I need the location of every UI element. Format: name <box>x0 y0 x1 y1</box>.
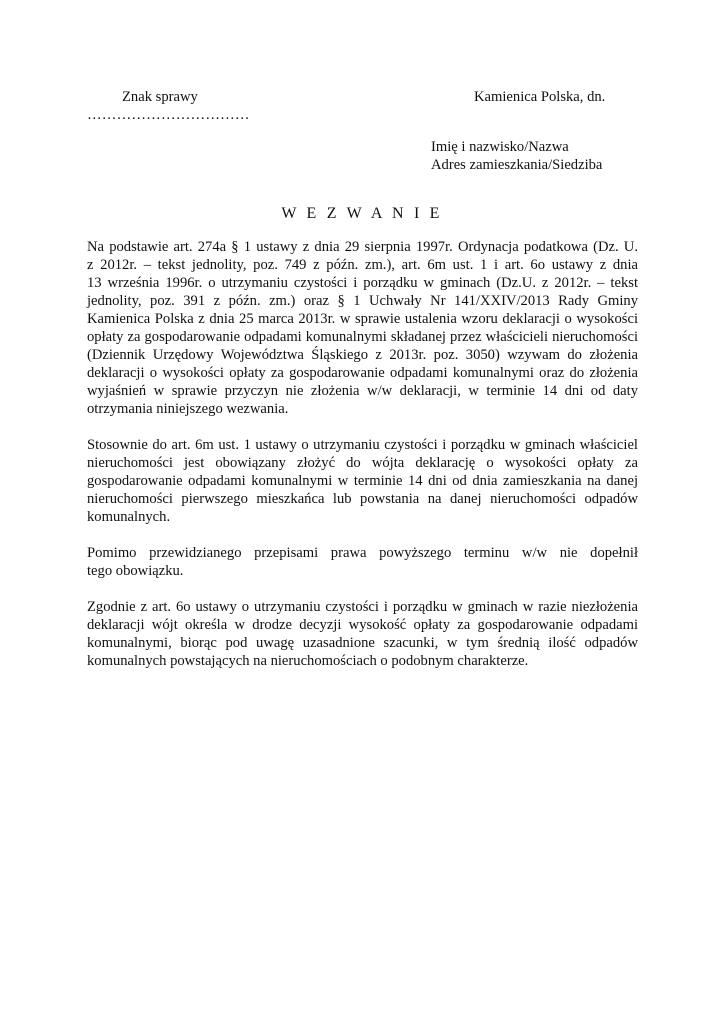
paragraph-legal-basis <box>87 238 638 418</box>
case-number-placeholder: …………………………… <box>87 107 250 123</box>
text-line: Na podstawie art. 274a § 1 ustawy z dnia 29 sierpnia 1997r. Ordynacja podatkowa (Dz. U. <box>87 239 638 255</box>
text-line: 13 września 1996r. o utrzymaniu czystości i porządku w gminach (Dz.U. z 2012r. – tekst <box>87 275 638 291</box>
text-line: komunalnych powstających na nieruchomościach o podobnym charakterze. <box>87 653 529 669</box>
recipient-name-line: Imię i nazwisko/Nazwa <box>431 139 569 155</box>
text-line: opłaty za gospodarowanie odpadami komunalnymi składanej przez właścicieli nieruchomości <box>87 329 638 345</box>
paragraph-obligation <box>87 436 638 526</box>
text-line: otrzymania niniejszego wezwania. <box>87 401 289 417</box>
text-line: Zgodnie z art. 6o ustawy o utrzymaniu czystości i porządku w gminach w razie niezłożenia <box>87 599 638 615</box>
text-line: nieruchomości pierwszego mieszkańca lub powstania na danej nieruchomości odpadów <box>87 491 638 507</box>
text-line: wyjaśnień w sprawie przyczyn nie złożenia w/w deklaracji, w terminie 14 dni od daty <box>87 383 638 399</box>
paragraph-consequences <box>87 598 638 670</box>
case-number-label: Znak sprawy <box>122 89 198 105</box>
text-line: (Dziennik Urzędowy Województwa Śląskiego z 2013r. poz. 3050) wzywam do złożenia <box>87 347 638 363</box>
recipient-address-line: Adres zamieszkania/Siedziba <box>431 157 603 173</box>
document-body <box>87 238 638 688</box>
text-line: tego obowiązku. <box>87 563 184 579</box>
text-line: Kamienica Polska z dnia 25 marca 2013r. w sprawie ustalenia wzoru deklaracji o wysokości <box>87 311 638 327</box>
place-and-date: Kamienica Polska, dn. <box>474 89 606 105</box>
document-title: W E Z W A N I E <box>281 205 443 222</box>
recipient-block <box>431 138 602 174</box>
text-line: Pomimo przewidzianego przepisami prawa powyższego terminu w/w nie dopełnił <box>87 545 638 561</box>
paragraph-non-compliance <box>87 544 638 580</box>
text-line: gospodarowanie odpadami komunalnymi w terminie 14 dni od dnia zamieszkania na danej <box>87 473 638 489</box>
text-line: komunalnymi, biorąc pod uwagę uzasadnione szacunki, w tym średnią ilość odpadów <box>87 635 638 651</box>
text-line: deklaracji wójt określa w drodze decyzji wysokość opłaty za gospodarowanie odpadami <box>87 617 638 633</box>
text-line: Stosownie do art. 6m ust. 1 ustawy o utrzymaniu czystości i porządku w gminach właściciel <box>87 437 638 453</box>
text-line: z 2012r. – tekst jednolity, poz. 749 z późn. zm.), art. 6m ust. 1 i art. 6o ustawy z dnia <box>87 257 638 273</box>
text-line: komunalnych. <box>87 509 171 525</box>
text-line: nieruchomości jest obowiązany złożyć do wójta deklarację o wysokości opłaty za <box>87 455 638 471</box>
text-line: deklaracji o wysokości opłaty za gospodarowanie odpadami komunalnymi oraz do złożenia <box>87 365 638 381</box>
text-line: jednolity, poz. 391 z późn. zm.) oraz § 1 Uchwały Nr 141/XXIV/2013 Rady Gminy <box>87 293 638 309</box>
